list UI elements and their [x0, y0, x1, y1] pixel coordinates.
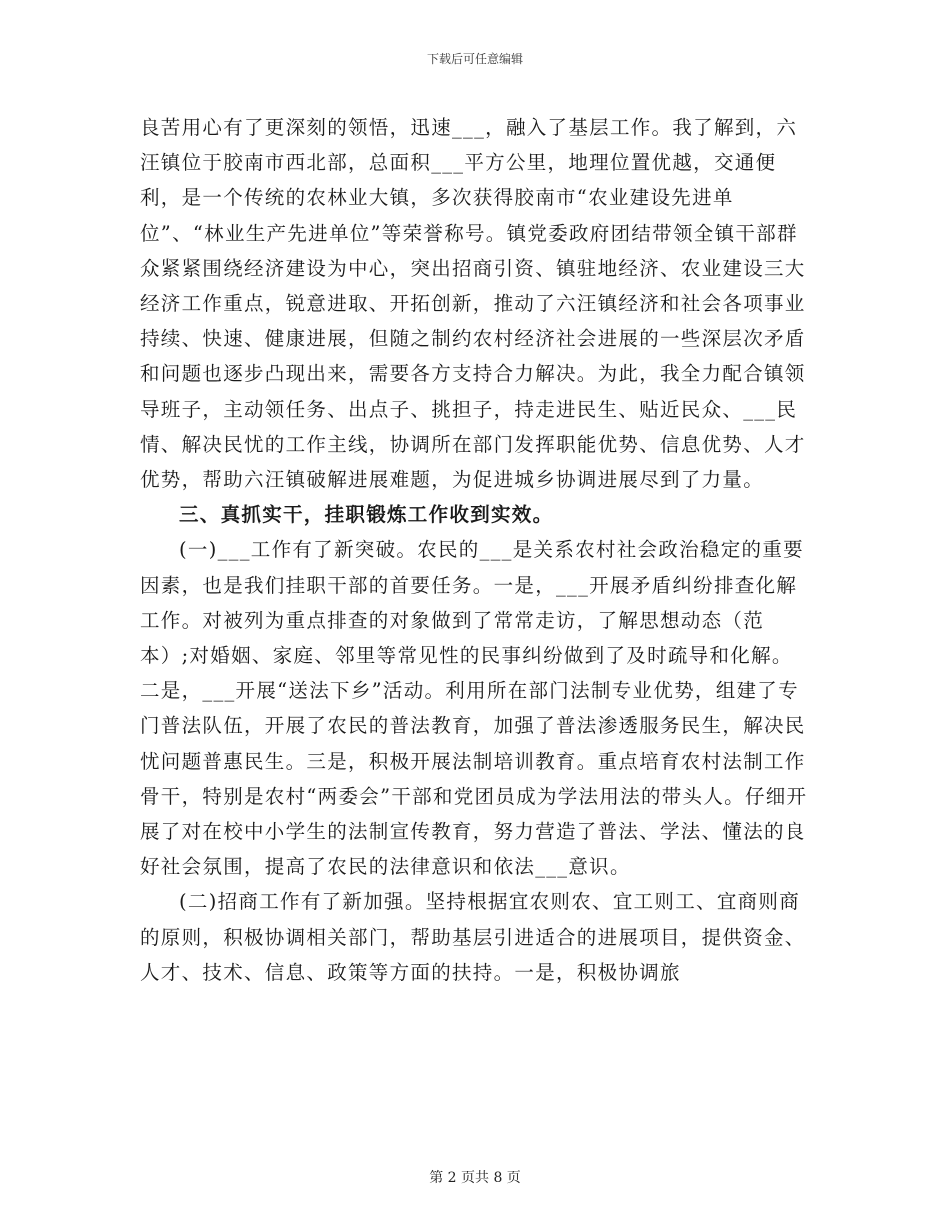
page-footer: 第 2 页共 8 页	[429, 1170, 521, 1186]
section-heading: 三、真抓实干，挂职锻炼工作收到实效。	[179, 503, 554, 527]
paragraph-section-one: (一)___工作有了新突破。农民的___是关系农村社会政治稳定的重要因素，也是我们挂职干部的首要任务。一是，___开展矛盾纠纷排查化解工作。对被列为重点排查的对象做到了常常走访，了解思想动态（范本）;对婚姻、家庭、邻里等常见性的民事纠纷做到了及时疏导和化解。二是，___开展“送法下乡”活动。利用所在部门法制专业优势，组建了专门普法队伍，开展了农民的普法教育，加强了普法渗透服务民生，解决民忧问题普惠民生。三是，积极开展法制培训教育。重点培育农村法制工作骨干，特别是农村“两委会”干部和党团员成为学法用法的带头人。仔细开展了对在校中小学生的法制宣传教育，努力营造了普法、学法、懂法的良好社会氛围，提高了农民的法律意识和依法___意识。	[140, 538, 808, 879]
paragraph-section-two: (二)招商工作有了新加强。坚持根据宜农则农、宜工则工、宜商则商的原则，积极协调相关部门，帮助基层引进适合的进展项目，提供资金、人才、技术、信息、政策等方面的扶持。一是，积极协调旅	[140, 890, 806, 984]
document-body	[140, 110, 810, 990]
page-header: 下载后可任意编辑	[426, 52, 523, 66]
paragraph-continuation: 良苦用心有了更深刻的领悟，迅速___，融入了基层工作。我了解到，六汪镇位于胶南市西北部，总面积___平方公里，地理位置优越，交通便利，是一个传统的农林业大镇，多次获得胶南市“农业建设先进单位”、“林业生产先进单位”等荣誉称号。镇党委政府团结带领全镇干部群众紧紧围绕经济建设为中心，突出招商引资、镇驻地经济、农业建设三大经济工作重点，锐意进取、开拓创新，推动了六汪镇经济和社会各项事业持续、快速、健康进展，但随之制约农村经济社会进展的一些深层次矛盾和问题也逐步凸现出来，需要各方支持合力解决。为此，我全力配合镇领导班子，主动领任务、出点子、挑担子，持走进民生、贴近民众、___民情、解决民忧的工作主线，协调所在部门发挥职能优势、信息优势、人才优势，帮助六汪镇破解进展难题，为促进城乡协调进展尽到了力量。	[140, 116, 806, 492]
